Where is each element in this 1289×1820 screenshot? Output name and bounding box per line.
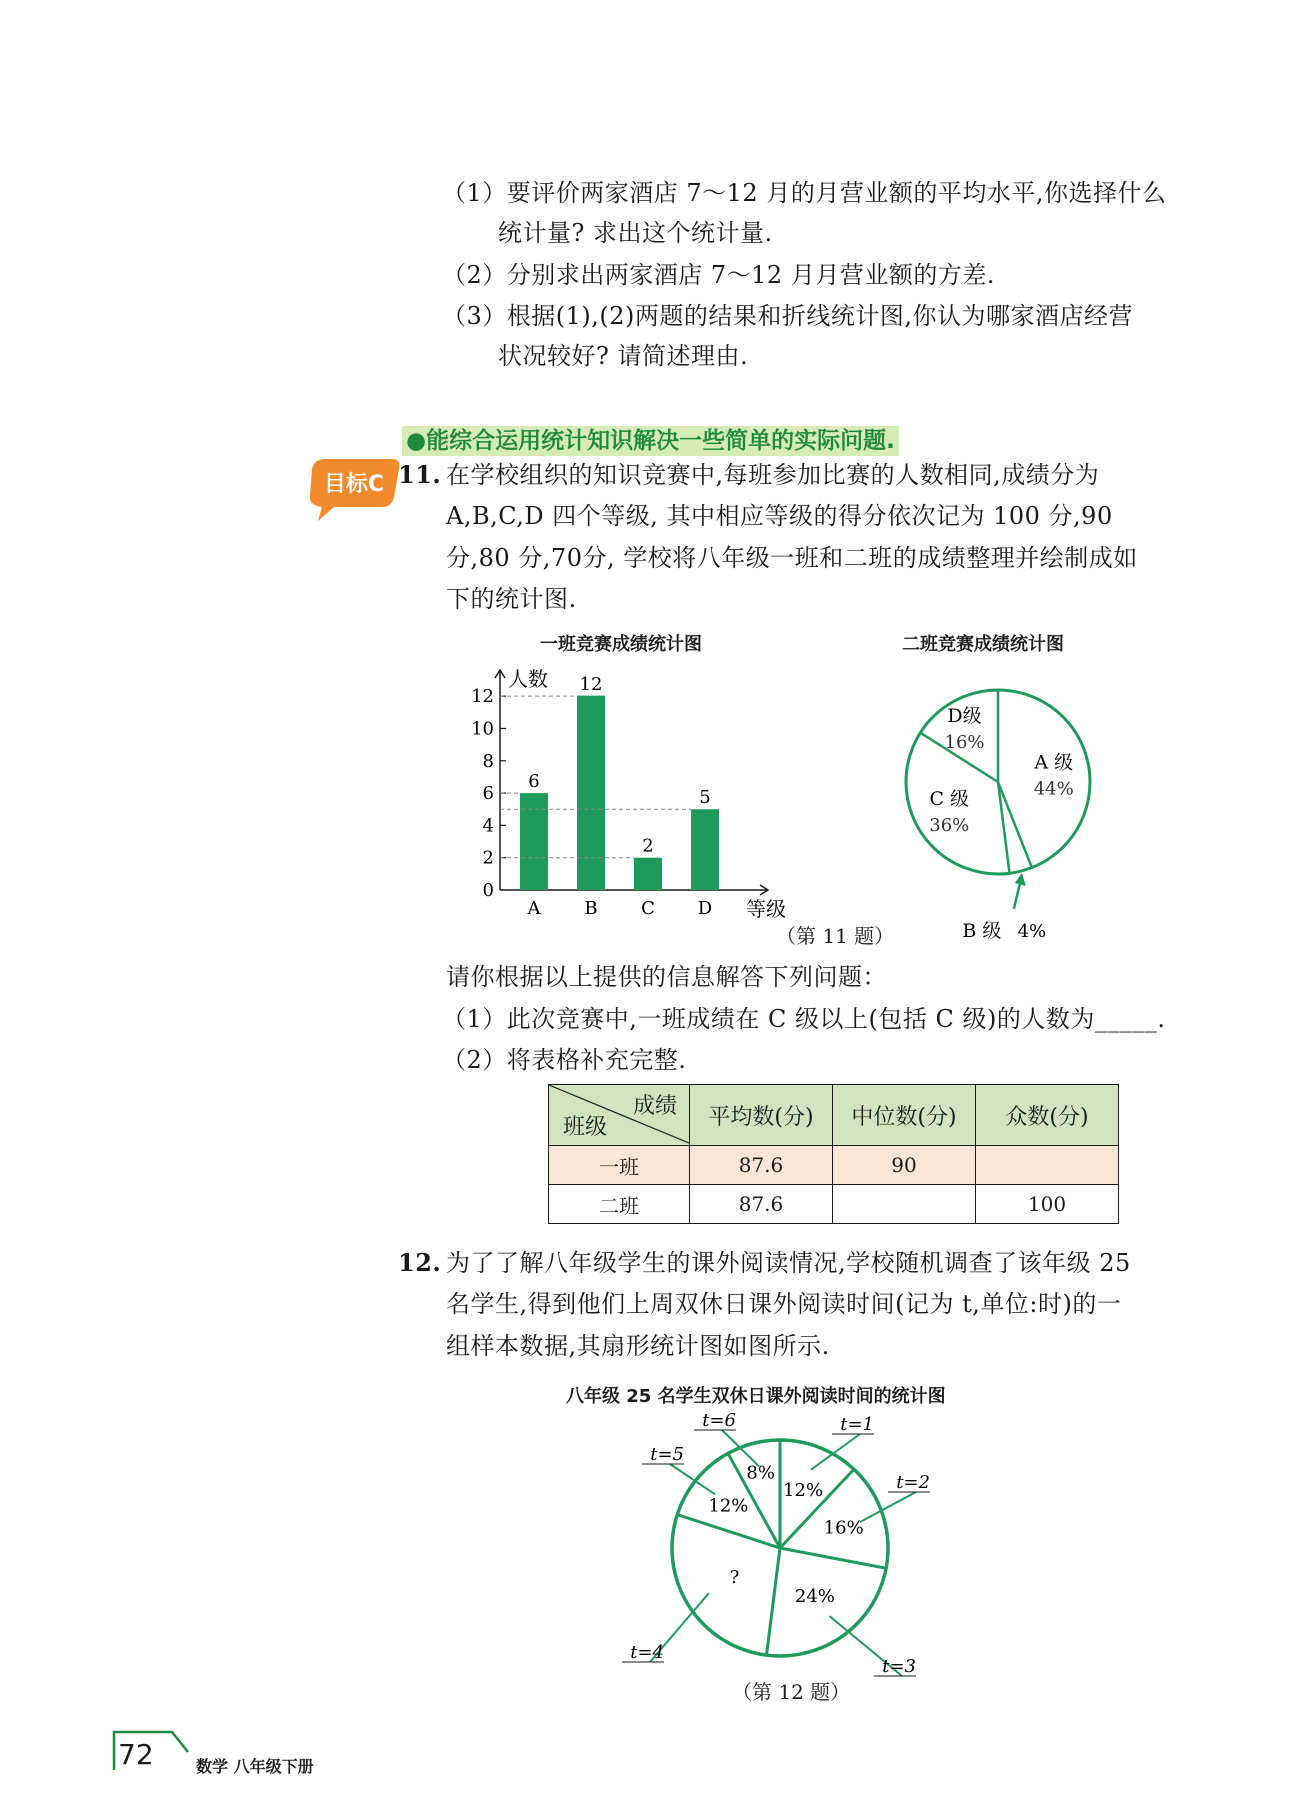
- row-median: [833, 1185, 976, 1224]
- bar: [634, 858, 662, 890]
- table-row: [549, 1146, 1119, 1185]
- bar-value-label: 2: [642, 835, 654, 857]
- q12-line1: 为了了解八年级学生的课外阅读情况,学校随机调查了该年级 25: [446, 1249, 1131, 1277]
- q10-part2: （2）分别求出两家酒店 7～12 月月营业额的方差.: [442, 261, 995, 289]
- row-class-name: 一班: [549, 1146, 690, 1185]
- pie-slice-label: C 级: [929, 788, 970, 811]
- header-mode: 众数(分): [976, 1085, 1119, 1146]
- y-tick-label: 10: [471, 718, 494, 740]
- y-axis-label: 人数: [508, 667, 548, 691]
- table-diagonal-header: [549, 1085, 690, 1146]
- pie-slice-value: 12%: [783, 1479, 824, 1501]
- y-tick-label: 4: [482, 815, 494, 837]
- x-tick-label: D: [697, 898, 713, 919]
- pie-slice-value: 12%: [708, 1495, 749, 1517]
- q11-line4: 下的统计图.: [446, 585, 577, 613]
- row-median: 90: [833, 1146, 976, 1185]
- row-mean: 87.6: [690, 1185, 833, 1224]
- pie-slice-label: D级: [947, 705, 982, 728]
- pie-slice-value: 36%: [929, 815, 970, 837]
- x-tick-label: B: [584, 898, 598, 919]
- score-table: [548, 1084, 1119, 1224]
- q10-part1-line1: （1）要评价两家酒店 7～12 月的月营业额的平均水平,你选择什么: [442, 179, 1167, 207]
- q11-line3: 分,80 分,70分, 学校将八年级一班和二班的成绩整理并绘制成如: [446, 544, 1138, 572]
- y-tick-label: 8: [482, 750, 494, 772]
- pie-slice-value: ?: [729, 1566, 740, 1588]
- q11-line1: 在学校组织的知识竞赛中,每班参加比赛的人数相同,成绩分为: [446, 461, 1100, 489]
- bar: [577, 696, 605, 890]
- goal-badge-label: 目标C: [323, 472, 385, 497]
- pie-slice-label: t=6: [702, 1410, 736, 1431]
- table-header-row: [549, 1085, 1119, 1146]
- row-mean: 87.6: [690, 1146, 833, 1185]
- figure-12-caption: （第 12 题）: [732, 1680, 851, 1704]
- pie-slice-value: 4%: [1017, 920, 1047, 942]
- q12-number: 12.: [398, 1248, 442, 1277]
- bar-value-label: 12: [579, 674, 603, 696]
- pie-slice-label: B 级: [962, 919, 1002, 942]
- goal-statement: ●能综合运用统计知识解决一些简单的实际问题.: [402, 426, 899, 456]
- bar-chart: [470, 650, 810, 930]
- pie-slice-label: t=2: [896, 1472, 930, 1493]
- q11-ask: 请你根据以上提供的信息解答下列问题：: [446, 963, 887, 991]
- bar: [520, 793, 548, 890]
- figure-11-caption: （第 11 题）: [776, 924, 895, 948]
- q10-part1-line2: 统计量? 求出这个统计量.: [498, 219, 773, 247]
- q11-sub1: （1）此次竞赛中,一班成绩在 C 级以上(包括 C 级)的人数为_____.: [442, 1005, 1166, 1033]
- x-tick-label: C: [641, 898, 655, 919]
- y-tick-label: 6: [482, 783, 494, 805]
- x-axis-label: 等级: [746, 897, 786, 921]
- pie-slice-label: t=1: [840, 1414, 874, 1435]
- pie-chart-title-class2: 二班竞赛成绩统计图: [902, 634, 1064, 655]
- bar-value-label: 6: [528, 771, 540, 793]
- x-tick-label: A: [527, 898, 541, 919]
- pie-slice-label: t=3: [882, 1656, 916, 1677]
- y-tick-label: 12: [471, 686, 494, 708]
- pie-leader-arrow: [1015, 873, 1026, 886]
- header-class-label: 班级: [563, 1115, 608, 1140]
- q11-sub2: （2）将表格补充完整.: [442, 1046, 687, 1074]
- q11-line2: A,B,C,D 四个等级, 其中相应等级的得分依次记为 100 分,90: [446, 502, 1113, 530]
- pie-slice-value: 8%: [746, 1462, 775, 1484]
- pie-slice-label: A 级: [1034, 751, 1074, 774]
- pie-slice-label: t=4: [630, 1642, 664, 1663]
- pie-slice-value: 24%: [794, 1586, 835, 1608]
- y-tick-label: 2: [482, 847, 494, 869]
- book-title: 数学 八年级下册: [196, 1757, 314, 1776]
- pie-slice-value: 16%: [823, 1517, 864, 1539]
- row-mode: 100: [976, 1185, 1119, 1224]
- q11-number: 11.: [398, 460, 442, 489]
- q10-part3-line2: 状况较好? 请简述理由.: [498, 342, 749, 370]
- pie-slice-value: 44%: [1033, 778, 1074, 800]
- q12-line2: 名学生,得到他们上周双休日课外阅读时间(记为 t,单位:时)的一: [446, 1290, 1122, 1318]
- pie-slice-label: t=5: [650, 1444, 684, 1465]
- bar-chart-title: 一班竞赛成绩统计图: [540, 634, 702, 655]
- pie-slice-value: 16%: [944, 732, 985, 754]
- pie-chart-reading: [620, 1410, 940, 1680]
- pie-chart-title-reading: 八年级 25 名学生双休日课外阅读时间的统计图: [566, 1386, 946, 1407]
- q12-line3: 组样本数据,其扇形统计图如图所示.: [446, 1332, 830, 1360]
- header-mean: 平均数(分): [690, 1085, 833, 1146]
- table-row: [549, 1185, 1119, 1224]
- bar-value-label: 5: [699, 787, 711, 809]
- row-mode: [976, 1146, 1119, 1185]
- page-number: 72: [118, 1738, 154, 1771]
- bar: [691, 809, 719, 890]
- q10-part3-line1: （3）根据(1),(2)两题的结果和折线统计图,你认为哪家酒店经营: [442, 302, 1134, 330]
- y-tick-label: 0: [482, 880, 494, 901]
- pie-chart-class2: [890, 670, 1110, 942]
- header-score-label: 成绩: [632, 1094, 677, 1119]
- goal-c-badge: [304, 455, 402, 523]
- header-median: 中位数(分): [833, 1085, 976, 1146]
- row-class-name: 二班: [549, 1185, 690, 1224]
